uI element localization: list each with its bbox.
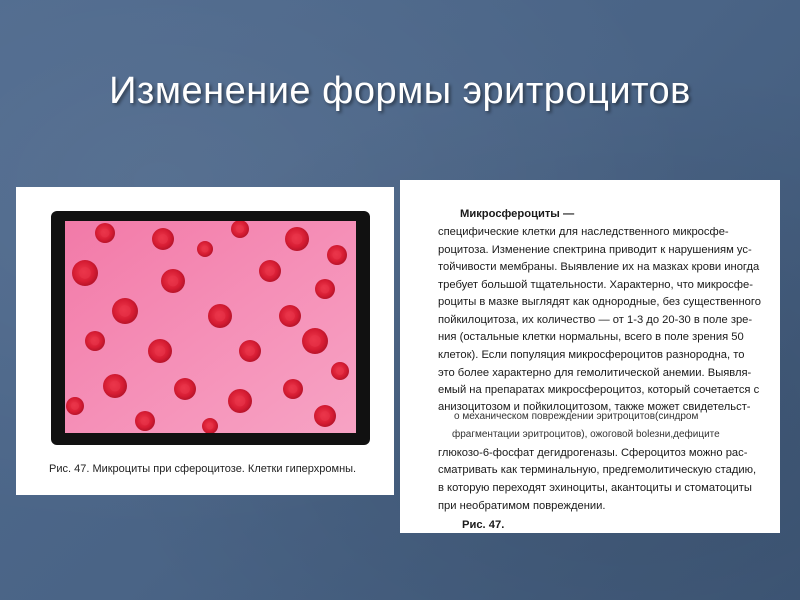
cell-center (320, 411, 330, 421)
cell-center (245, 346, 255, 356)
blood-smear-image (65, 221, 356, 433)
cell-center (79, 267, 91, 279)
cell-center (285, 311, 295, 321)
text-line: клеток). Если популяция микросфероцитов разнородна, то (438, 349, 745, 361)
cell-center (206, 422, 213, 429)
text-line: пойкилоцитоза, их количество — от 1-3 до 20-30 в поле зре- (438, 314, 753, 326)
cell-center (168, 276, 179, 287)
text-line: тойчивости мембраны. Выявление их на мазках крови иногда (438, 261, 760, 273)
text-line: сматривать как терминальную, предгемолитическую стадию, (438, 464, 757, 476)
text-line: емый на препаратах микросфероцитоз, который сочетается с (438, 384, 760, 396)
micrograph-frame (51, 211, 370, 445)
cell-center (289, 385, 298, 394)
text-line: анизоцитозом и пойкилоцитозом, также может свидетельст- (438, 401, 751, 413)
cell-center (265, 266, 275, 276)
cell-center (119, 305, 131, 317)
text-line: требует большой тщательности. Характерно, что микросфе- (438, 279, 753, 291)
cell-center (110, 381, 121, 392)
text-line: о механическом повреждении эритроцитов(синдром (454, 411, 699, 422)
cell-center (333, 251, 342, 260)
micrograph-figure (16, 187, 394, 495)
cell-center (180, 384, 190, 394)
text-line: Рис. 47. (462, 519, 505, 531)
text-line: специфические клетки для наследственного микросфе- (438, 226, 729, 238)
cell-center (321, 285, 330, 294)
cell-center (236, 225, 244, 233)
text-scan-panel (400, 180, 780, 533)
cell-center (91, 337, 100, 346)
text-line: это более характерно для гемолитической анемии. Выявля- (438, 367, 752, 379)
text-line: в которую переходят эхиноциты, акантоциты и стоматоциты (438, 482, 752, 494)
cell-center (141, 417, 150, 426)
cell-center (215, 311, 226, 322)
cell-center (201, 245, 208, 252)
description-text (400, 180, 780, 533)
text-line: при необратимом повреждении. (438, 500, 606, 512)
cell-center (235, 396, 246, 407)
text-line: Микросфероциты — (460, 208, 575, 220)
text-line: роцитоза. Изменение спектрина приводит к нарушениям ус- (438, 244, 752, 256)
slide-title: Изменение формы эритроцитов (109, 70, 691, 112)
cell-center (71, 402, 79, 410)
text-line: глюкозо-6-фосфат дегидрогеназы. Сфероцитоз можно рас- (438, 447, 748, 459)
text-line: роциты в мазке выглядят как однородные, без существенного (438, 296, 761, 308)
text-line: ния (остальные клетки нормальны, всего в поле зрения 50 (438, 331, 744, 343)
text-line: фрагментации эритроцитов), ожоговой bolезни,дефиците (452, 429, 720, 440)
cell-center (158, 234, 168, 244)
cell-center (336, 367, 344, 375)
cell-center (309, 335, 321, 347)
figure-caption: Рис. 47. Микроциты при сфероцитозе. Клетки гиперхромны. (49, 463, 357, 475)
cell-center (101, 229, 110, 238)
cell-center (155, 346, 166, 357)
cell-center (292, 234, 303, 245)
